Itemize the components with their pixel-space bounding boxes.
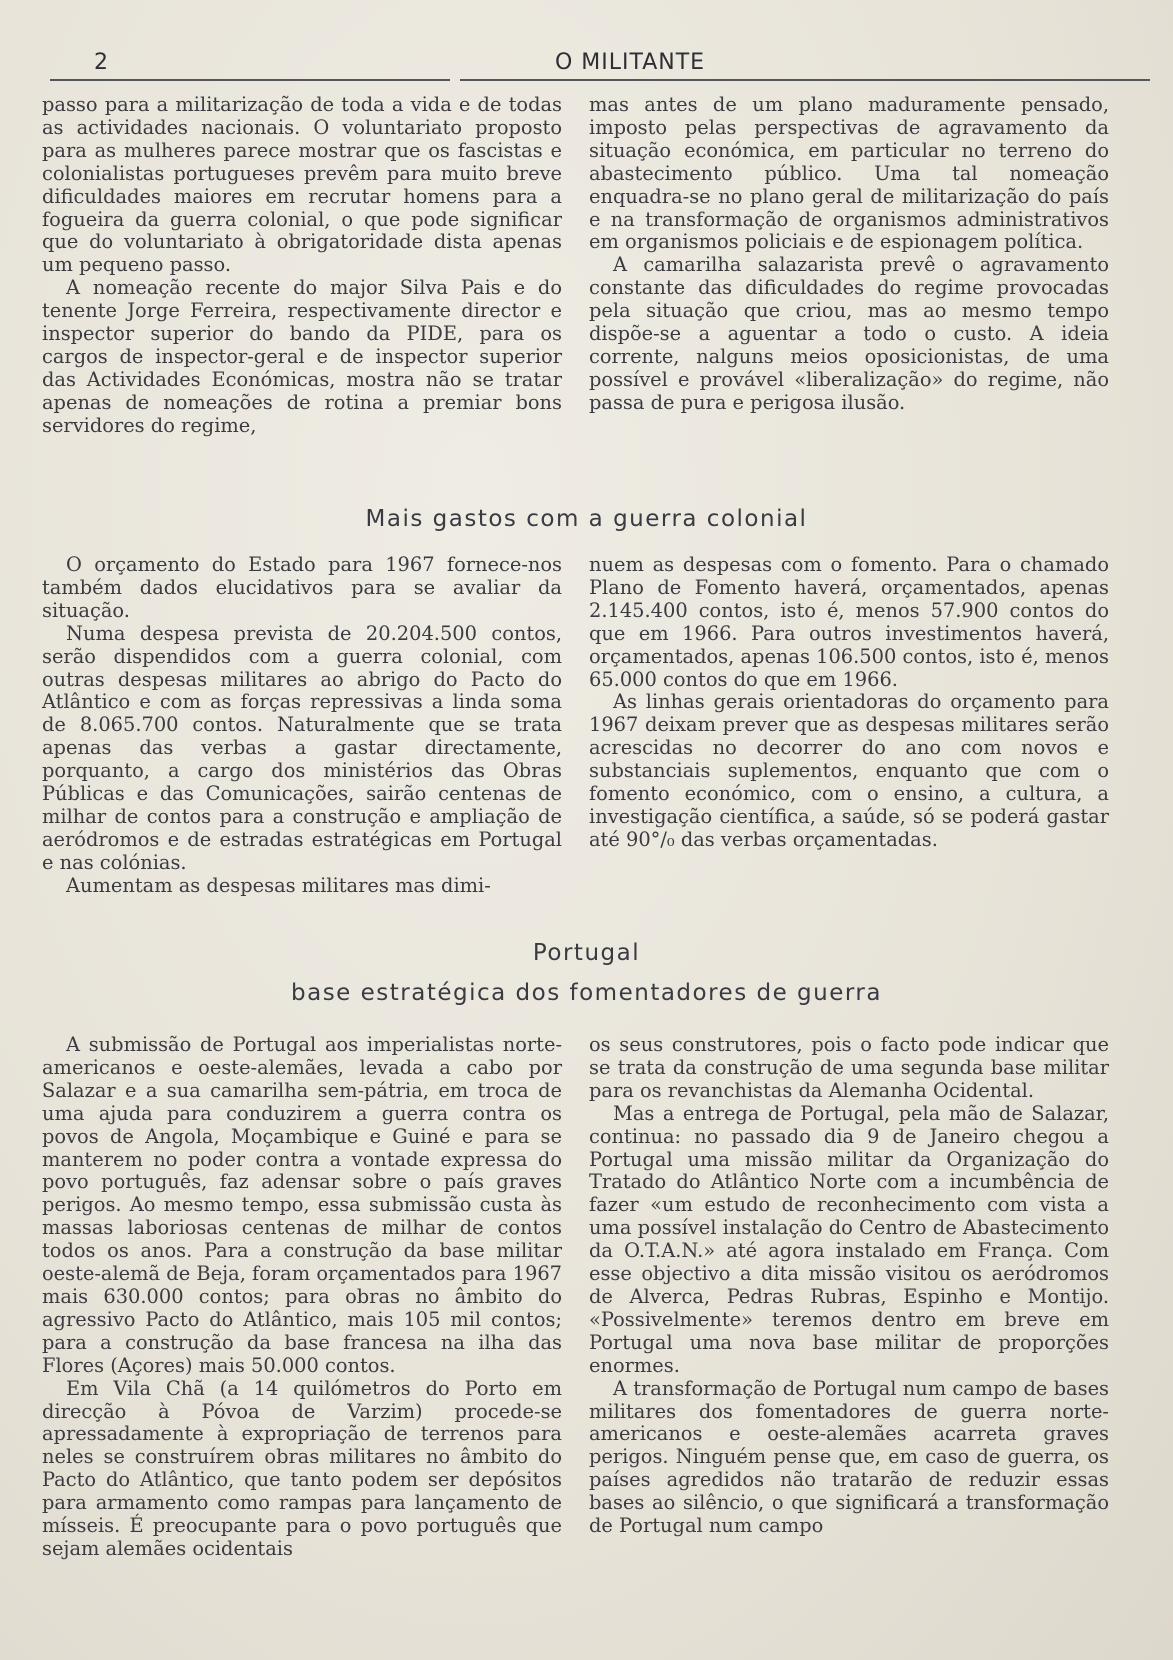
page-number: 2 bbox=[94, 50, 108, 75]
paragraph: A submissão de Portugal aos imperialistas norte-americanos e oeste-alemães, levada a cabo por Salazar e a sua camarilha sem-pátria, em troca de uma ajuda para conduzirem a guerra contra os povos de Angola, Moçambique e Guiné e para se manterem no poder contra a vontade expressa do povo português, faz adensar sobre o país graves perigos. Ao mesmo tempo, essa submissão custa às massas laboriosas centenas de milhar de contos todos os anos. Para a construção da base militar oeste-alemã de Beja, foram orçamentados para 1967 mais 630.000 contos; para obras no âmbito do agressivo Pacto do Atlântico, mais 105 mil contos; para a construção da base francesa na ilha das Flores (Açores) mais 50.000 contos. bbox=[42, 1033, 562, 1377]
paragraph: As linhas gerais orientadoras do orçamento para 1967 deixam prever que as despesas militares serão acrescidas no decorrer do ano com novos e substanciais suplementos, enquanto que com o fomento económico, com o ensino, a cultura, a investigação científica, a saúde, só se poderá gastar até 90°/₀ das verbas orçamentadas. bbox=[589, 690, 1109, 851]
page-header bbox=[40, 46, 1120, 82]
paragraph: Mas a entrega de Portugal, pela mão de Salazar, continua: no passado dia 9 de Janeiro chegou a Portugal uma missão militar da Organização do Tratado do Atlântico Norte com a incumbência de fazer «um estudo de reconhecimento com vista a uma possível instalação do Centro de Abastecimento da O.T.A.N.» até agora instalado em França. Com esse objectivo a dita missão visitou os aeródromos de Alverca, Pedras Rubras, Espinho e Montijo. «Possivelmente» teremos dentro em breve em Portugal uma nova base militar de proporções enormes. bbox=[589, 1101, 1109, 1377]
paragraph: A nomeação recente do major Silva Pais e do tenente Jorge Ferreira, respectivamente director e inspector superior do bando da PIDE, para os cargos de inspector-geral e de inspector superior das Actividades Económicas, mostra não se tratar apenas de nomeações de rotina a premiar bons servidores do regime, bbox=[42, 276, 562, 437]
section3-left-column bbox=[42, 1034, 562, 1561]
paragraph: mas antes de um plano maduramente pensado, imposto pelas perspectivas de agravamento da situação económica, em particular no terreno do abastecimento público. Uma tal nomeação enquadra-se no plano geral de militarização do país e na transformação de organismos administrativos em organismos policiais e de espionagem política. bbox=[589, 93, 1109, 254]
paragraph: Numa despesa prevista de 20.204.500 contos, serão dispendidos com a guerra colonial, com outras despesas militares ao abrigo do Pacto do Atlântico e com as forças repressivas a linda soma de 8.065.700 contos. Naturalmente que se trata apenas das verbas a gastar directamente, porquanto, a cargo dos ministérios das Obras Públicas e das Comunicações, sairão centenas de milhar de contos para a construção e ampliação de aeródromos e de estradas estratégicas em Portugal e nas colónias. bbox=[42, 621, 562, 874]
section3-headline-line2: base estratégica dos fomentadores de guerra bbox=[291, 980, 882, 1006]
paragraph: Em Vila Chã (a 14 quilómetros do Porto em direcção à Póvoa de Varzim) procede-se apressadamente à expropriação de terrenos para neles se construírem obras militares no âmbito do Pacto do Atlântico, que tanto podem ser depósitos para armamento como rampas para lançamento de mísseis. É preocupante para o povo português que sejam alemães ocidentais bbox=[42, 1376, 562, 1560]
paragraph: nuem as despesas com o fomento. Para o chamado Plano de Fomento haverá, orçamentados, apenas 2.145.400 contos, isto é, menos 57.900 contos do que em 1966. Para outros investimentos haverá, orçamentados, apenas 106.500 contos, isto é, menos 65.000 contos do que em 1966. bbox=[589, 553, 1109, 691]
section2-right-column bbox=[589, 554, 1109, 852]
paragraph: A transformação de Portugal num campo de bases militares dos fomentadores de guerra norte-americanos e oeste-alemães acarreta graves perigos. Ninguém pense que, em caso de guerra, os países agredidos não tratarão de reduzir essas bases ao silêncio, o que significará a transformação de Portugal num campo bbox=[589, 1376, 1109, 1538]
newspaper-title: O MILITANTE bbox=[554, 50, 706, 75]
paragraph: A camarilha salazarista prevê o agravamento constante das dificuldades do regime provocadas pela situação que criou, mas ao mesmo tempo dispõe-se a aguentar a todo o custo. A ideia corrente, nalguns meios oposicionistas, de uma possível e provável «liberalização» do regime, não passa de pura e perigosa ilusão. bbox=[589, 253, 1109, 414]
header-rule-left bbox=[50, 79, 450, 81]
paragraph: passo para a militarização de toda a vida e de todas as actividades nacionais. O voluntariato proposto para as mulheres parece mostrar que os fascistas e colonialistas portugueses prevêm para muito breve dificuldades maiores em recrutar homens para a fogueira da guerra colonial, o que pode significar que do voluntariato à obrigatoridade dista apenas um pequeno passo. bbox=[42, 93, 562, 277]
paragraph: Aumentam as despesas militares mas dimi- bbox=[66, 873, 491, 897]
section1-right-column bbox=[589, 94, 1109, 415]
section3-headline-line1: Portugal bbox=[532, 940, 641, 966]
section1-left-column bbox=[42, 94, 562, 438]
section2-left-column bbox=[42, 554, 562, 898]
header-rule-right bbox=[460, 79, 1150, 81]
section2-headline: Mais gastos com a guerra colonial bbox=[365, 506, 808, 532]
section3-right-column bbox=[589, 1034, 1109, 1538]
paragraph: O orçamento do Estado para 1967 fornece-nos também dados elucidativos para se avaliar da situação. bbox=[42, 553, 562, 622]
paragraph: os seus construtores, pois o facto pode indicar que se trata da construção de uma segunda base militar para os revanchistas da Alemanha Ocidental. bbox=[589, 1033, 1109, 1102]
